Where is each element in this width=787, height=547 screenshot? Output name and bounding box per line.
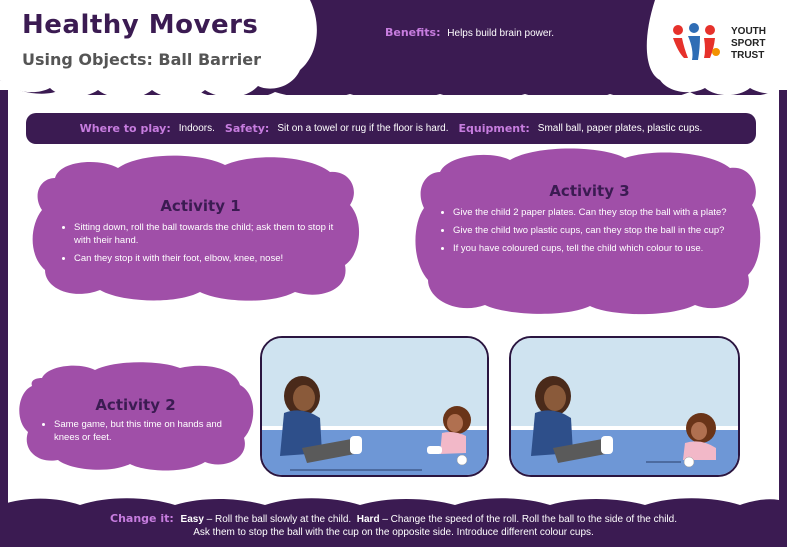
list-item: • Can they stop it with their foot, elbow, knee, nose! [74,252,343,265]
activity-3-card [437,182,742,260]
equipment-value: Small ball, paper plates, plastic cups. [537,123,703,134]
equipment-label: Equipment: [458,122,530,135]
illustration-panel-1 [260,336,489,477]
illustration-panel-2 [509,336,740,477]
logo-line-2: SPORT [731,38,766,49]
activity-2-title: Activity 2 [95,396,176,414]
benefits-text [385,26,554,39]
change-it-label: Change it: [110,512,174,525]
hard-text: – Change the speed of the roll. Roll the ball to the side of the child. [382,514,677,525]
activity-2-card [38,396,233,449]
where-value: Indoors. [178,123,215,134]
activity-1-card [58,197,343,270]
list-item: • Sitting down, roll the ball towards the child; ask them to stop it with their hand. [74,221,343,247]
change-it-section [0,512,787,539]
activity-2-list [38,418,233,444]
change-it-line-1 [0,512,787,526]
activity-3-title: Activity 3 [549,182,630,200]
benefits-label: Benefits: [385,26,441,39]
youth-sport-trust-logo-icon [670,22,722,62]
benefits-value: Helps build brain power. [447,28,555,39]
list-item: • If you have coloured cups, tell the child which colour to use. [453,242,742,255]
list-item: • Give the child two plastic cups, can they stop the ball in the cup? [453,224,742,237]
activity-3-list [437,206,742,255]
where-label: Where to play: [79,122,171,135]
illustration-rolling-ball [262,338,487,475]
list-item: • Give the child 2 paper plates. Can they stop the ball with a plate? [453,206,742,219]
page-title: Healthy Movers [22,10,259,40]
safety-value: Sit on a towel or rug if the floor is hard. [277,123,449,134]
easy-label: Easy [180,514,204,525]
page-subtitle: Using Objects: Ball Barrier [22,50,261,69]
safety-label: Safety: [224,122,270,135]
activity-1-title: Activity 1 [160,197,241,215]
logo-text [731,26,766,62]
easy-text: – Roll the ball slowly at the child. [206,514,352,525]
illustration-stopping-ball [511,338,738,475]
activity-1-list [58,221,343,265]
hard-label: Hard [356,514,380,525]
change-it-line-2: Ask them to stop the ball with the cup on the opposite side. Introduce different colour cups. [193,527,594,538]
logo-line-3: TRUST [731,50,765,61]
logo-line-1: YOUTH [731,26,766,37]
list-item: • Same game, but this time on hands and knees or feet. [54,418,233,444]
info-bar [26,113,756,144]
